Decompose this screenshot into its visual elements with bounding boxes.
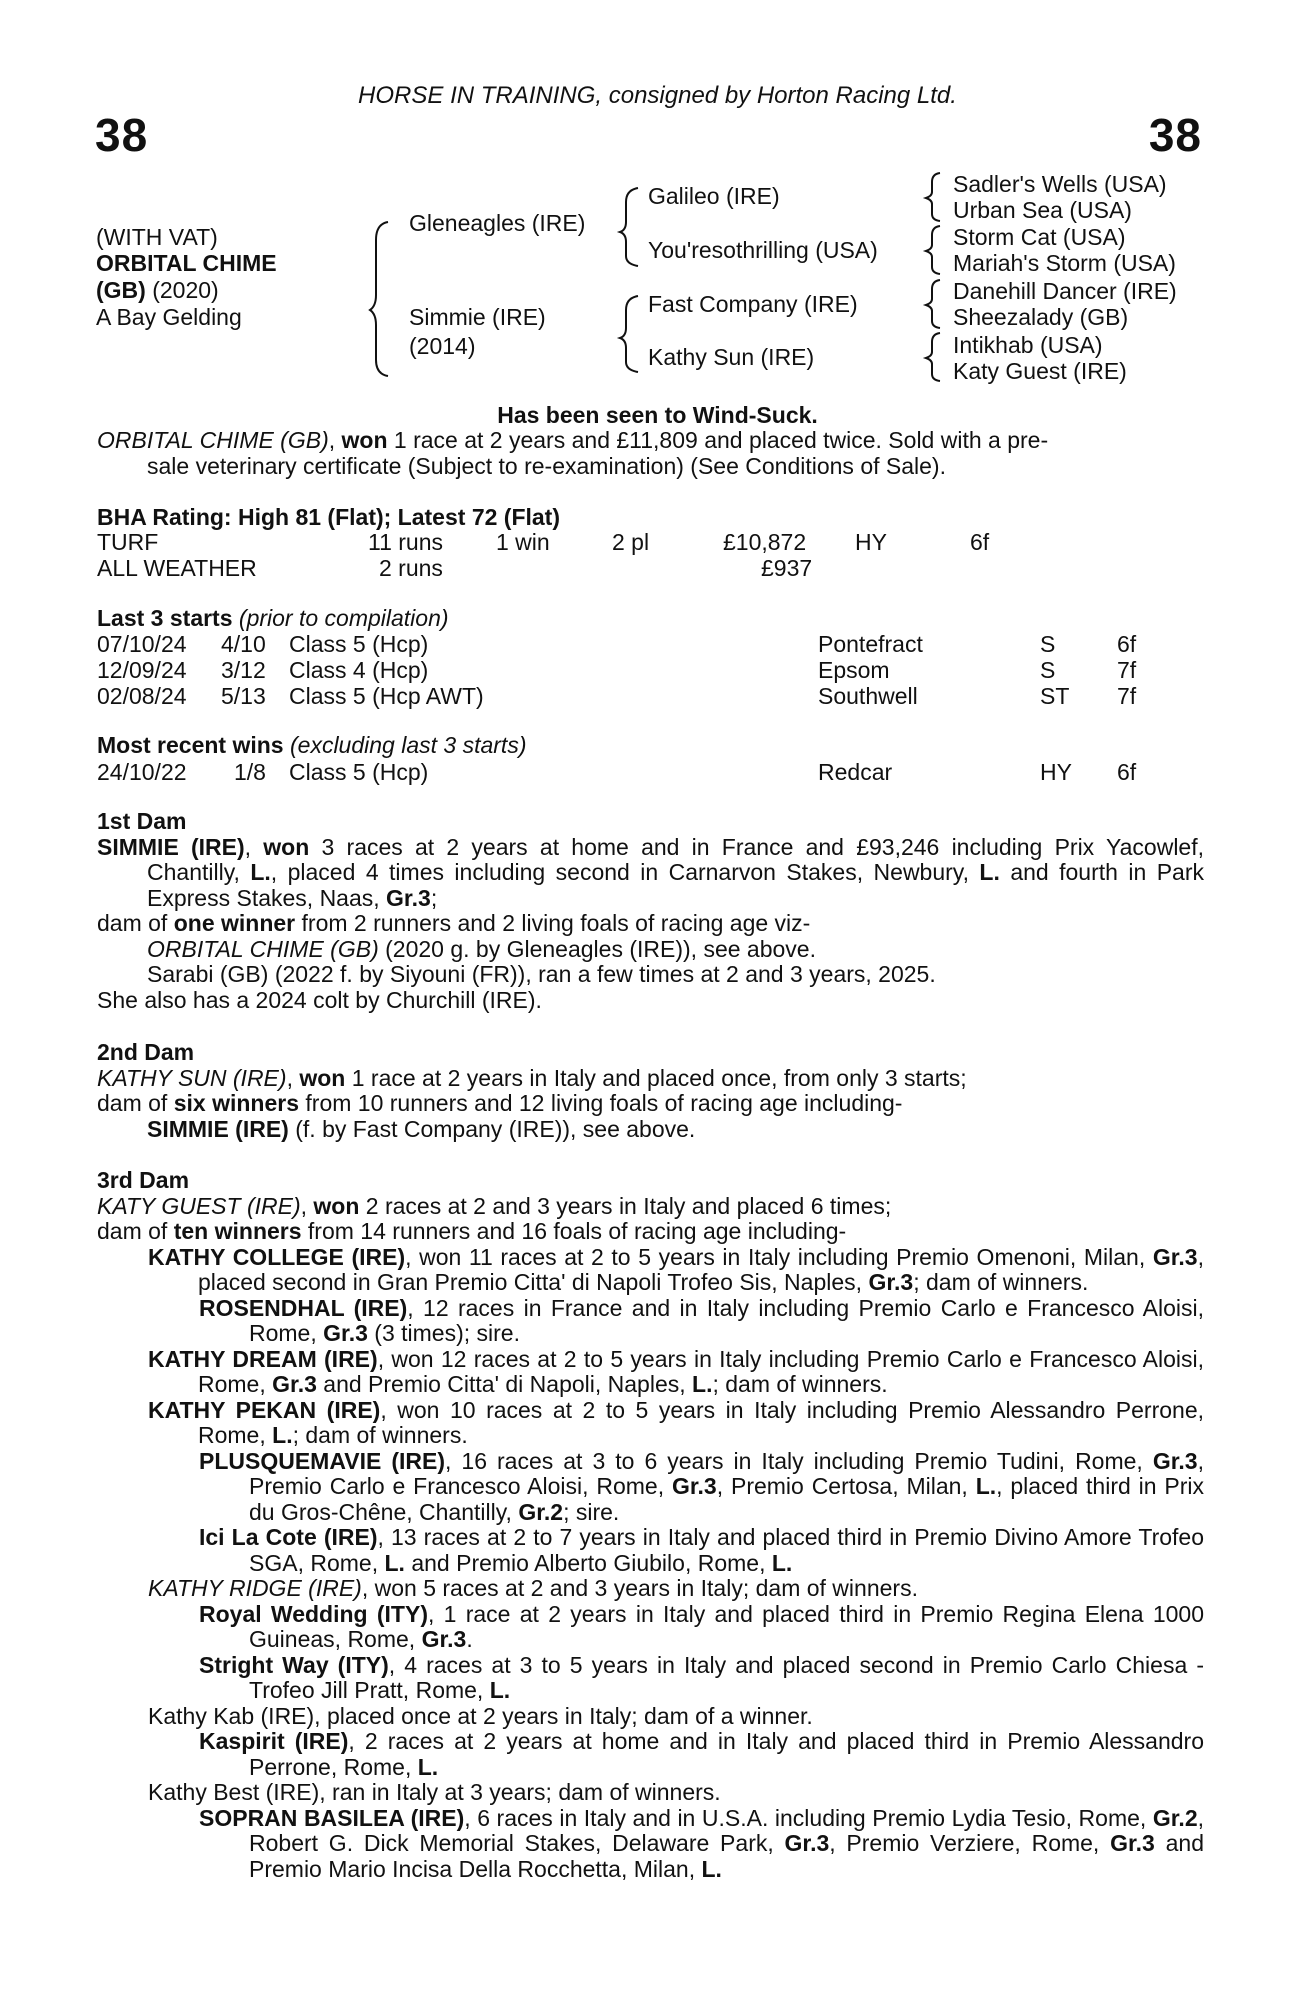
form-class: Class 4 (Hcp) [289, 657, 429, 683]
progeny-text: (f. by Fast Company (IRE)), see above. [295, 1115, 696, 1142]
second-dam-text: 1 race at 2 years in Italy and placed once, from only 3 starts; [351, 1064, 967, 1091]
pedigree-gen3: Sadler's Wells (USA) [953, 171, 1167, 197]
progeny-name: KATHY RIDGE (IRE) [148, 1575, 362, 1601]
pedigree-gen3: Katy Guest (IRE) [953, 358, 1127, 384]
first-dam-text: from 2 runners and 2 living foals of racing age viz- [301, 910, 811, 936]
dam-of-label: dam of [97, 1090, 168, 1116]
third-dam-text: from 14 runners and 16 foals of racing age including- [307, 1218, 847, 1244]
progeny-name: KATHY COLLEGE (IRE) [148, 1243, 406, 1270]
vat-note: (WITH VAT) [96, 224, 218, 250]
progeny-entry: Ici La Cote (IRE), 13 races at 2 to 7 years in Italy and placed third in Premio Divino Amore Trofeo SGA, Rome, L. and Premio Alberto Giubilo, Rome, L. [199, 1524, 1204, 1576]
form-going: ST [1040, 683, 1070, 709]
pedigree-gen2: You'resothrilling (USA) [648, 237, 878, 263]
grade-listed: L. [979, 859, 1000, 885]
rating-prize: £10,872 [723, 529, 807, 555]
summary-text-1: 1 race at 2 years and £11,809 and placed twice. Sold with a pre- [393, 427, 1049, 453]
second-dam-text: from 10 runners and 12 living foals of racing age including- [305, 1090, 903, 1116]
dam-of-label: dam of [97, 1218, 168, 1244]
form-course: Southwell [818, 683, 918, 709]
rating-surface: TURF [97, 529, 159, 555]
rating-distance: 6f [970, 529, 990, 555]
progeny-name: Royal Wedding (ITY) [199, 1600, 428, 1627]
third-dam-name: KATY GUEST (IRE) [97, 1192, 301, 1219]
third-dam-winners: ten winners [173, 1218, 302, 1244]
pedigree-gen3: Storm Cat (USA) [953, 224, 1126, 250]
summary-paragraph: ORBITAL CHIME (GB), won 1 race at 2 years and £11,809 and placed twice. Sold with a pre- sale veterinary certificate (Subject to re-examination) (See Conditions of Sale). [97, 427, 1049, 479]
wind-suck-notice: Has been seen to Wind-Suck. [497, 402, 818, 428]
horse-name: ORBITAL CHIME [96, 250, 277, 276]
rating-runs: 2 runs [379, 555, 443, 581]
summary-horse-name: ORBITAL CHIME (GB) [97, 427, 329, 453]
summary-text-2: sale veterinary certificate (Subject to re-examination) (See Conditions of Sale). [147, 452, 946, 479]
first-dam-won: won [263, 833, 310, 860]
last3-heading [97, 606, 449, 632]
lot-number-right: 38 [1148, 109, 1202, 161]
progeny-entry: Kathy Kab (IRE), placed once at 2 years in Italy; dam of a winner. [148, 1702, 813, 1729]
form-class: Class 5 (Hcp) [289, 631, 429, 657]
pedigree-gen3: Urban Sea (USA) [953, 197, 1132, 223]
first-dam-winners: one winner [173, 910, 296, 936]
rating-prize: £937 [761, 555, 813, 581]
form-position: 3/12 [221, 657, 266, 683]
progeny-entry: KATHY COLLEGE (IRE), won 11 races at 2 to 5 years in Italy including Premio Omenoni, Milan, Gr.3, placed second in Gran Premio Citta' di Napoli Trofeo Sis, Naples, Gr.3; dam of winners. [148, 1243, 1204, 1295]
progeny-entry: KATHY RIDGE (IRE), won 5 races at 2 and 3 years in Italy; dam of winners. [148, 1575, 918, 1601]
form-course: Epsom [818, 657, 890, 683]
pedigree-dam-year: (2014) [409, 333, 476, 359]
pedigree-gen3: Mariah's Storm (USA) [953, 250, 1176, 276]
progeny-name: Ici La Cote (IRE) [199, 1524, 378, 1550]
third-dam-title: 3rd Dam [97, 1167, 190, 1193]
progeny-name: KATHY PEKAN (IRE) [148, 1396, 381, 1423]
pedigree-gen2: Galileo (IRE) [648, 183, 780, 209]
win-class: Class 5 (Hcp) [289, 759, 429, 785]
form-distance: 6f [1117, 631, 1137, 657]
rating-surface: ALL WEATHER [97, 555, 257, 581]
form-position: 4/10 [221, 631, 266, 657]
pedigree-gen2: Fast Company (IRE) [648, 291, 858, 317]
pedigree-gen3: Intikhab (USA) [953, 332, 1103, 358]
form-going: S [1040, 657, 1056, 683]
lot-number-left: 38 [95, 109, 149, 161]
progeny-name: SOPRAN BASILEA (IRE) [199, 1804, 465, 1831]
form-distance: 7f [1117, 683, 1137, 709]
progeny-text: Sarabi (GB) (2022 f. by Siyouni (FR)), ran a few times at 2 and 3 years, 2025. [147, 961, 936, 987]
progeny-entry: PLUSQUEMAVIE (IRE), 16 races at 3 to 6 years in Italy including Premio Tudini, Rome, Gr.3, Premio Carlo e Francesco Aloisi, Rome, Gr.3, Premio Certosa, Milan, L., placed third in Prix du Gros-Chêne, Chantilly, Gr.2; sire. [199, 1447, 1204, 1525]
win-position: 1/8 [234, 759, 266, 785]
progeny-entry: ROSENDHAL (IRE), 12 races in France and in Italy including Premio Carlo e Francesco Aloisi, Rome, Gr.3 (3 times); sire. [199, 1294, 1204, 1346]
grade-gr3: Gr.3 [386, 884, 431, 911]
progeny-text: (2020 g. by Gleneagles (IRE)), see above. [385, 935, 816, 962]
form-date: 02/08/24 [97, 683, 187, 709]
win-going: HY [1040, 759, 1072, 785]
form-position: 5/13 [221, 683, 266, 709]
pedigree-dam: Simmie (IRE) [409, 304, 546, 330]
progeny-name: ROSENDHAL (IRE) [199, 1294, 408, 1321]
dam-of-label: dam of [97, 910, 168, 936]
second-dam-winners: six winners [173, 1090, 299, 1116]
first-dam-title: 1st Dam [97, 808, 187, 834]
progeny-entry: Royal Wedding (ITY), 1 race at 2 years in Italy and placed third in Premio Regina Elena 1000 Guineas, Rome, Gr.3. [199, 1600, 1204, 1652]
progeny-name: Kaspirit (IRE) [199, 1728, 349, 1754]
progeny-entry: Stright Way (ITY), 4 races at 3 to 5 years in Italy and placed second in Premio Carlo Chiesa - Trofeo Jill Pratt, Rome, L. [199, 1651, 1204, 1703]
recent-wins-note: (excluding last 3 starts) [290, 732, 527, 758]
form-course: Pontefract [818, 631, 923, 657]
first-dam-text: and fourth in Park Express Stakes, Naas, [147, 859, 1204, 911]
consignment-header: HORSE IN TRAINING, consigned by Horton Racing Ltd. [358, 82, 957, 109]
form-class: Class 5 (Hcp AWT) [289, 683, 484, 709]
third-dam-won: won [313, 1192, 360, 1219]
second-dam-name: KATHY SUN (IRE) [97, 1064, 287, 1091]
progeny-entry: Kathy Best (IRE), ran in Italy at 3 years; dam of winners. [148, 1779, 721, 1805]
win-date: 24/10/22 [97, 759, 187, 785]
first-dam-text: placed 4 times including second in Carnarvon Stakes, Newbury, [287, 859, 969, 885]
recent-wins-heading [97, 733, 526, 759]
progeny-name: PLUSQUEMAVIE (IRE) [199, 1447, 445, 1474]
progeny-entry: KATHY DREAM (IRE), won 12 races at 2 to 5 years in Italy including Premio Carlo e Francesco Aloisi, Rome, Gr.3 and Premio Citta' di Napoli, Naples, L.; dam of winners. [148, 1345, 1204, 1397]
form-date: 07/10/24 [97, 631, 187, 657]
pedigree-sire: Gleneagles (IRE) [409, 210, 586, 236]
first-dam-section: 1st Dam SIMMIE (IRE), won 3 races at 2 years at home and in France and £93,246 including Prix Yacowlef, Chantilly, L., placed 4 times including second in Carnarvon Stakes, Newbury, L. and fourth in Park Express Stakes, Naas, Gr.3; dam of one winner from 2 runners and 2 living foals of racing age viz- ORBITAL CHIME (GB) (2020 g. by Gleneagles (IRE)), see above. Sarabi (GB) (2022 f. by Siyouni (FR)), ran a few times at 2 and 3 years, 2025. She also has a 2024 colt by Churchill (IRE). [97, 808, 1205, 1013]
first-dam-name: SIMMIE (IRE) [97, 833, 245, 860]
horse-origin-year [96, 278, 219, 304]
third-dam-section: 3rd Dam KATY GUEST (IRE), won 2 races at 2 and 3 years in Italy and placed 6 times; dam of ten winners from 14 runners and 16 foals of racing age including- KATHY COLLEGE (IRE), won 11 races at 2 to 5 years in Italy including Premio Omenoni, Milan, Gr.3, placed second in Gran Premio Citta' di Napoli Trofeo Sis, Naples, Gr.3; dam of winners. ROSENDHAL (IRE), 12 races in France and in Italy including Premio Carlo e Francesco Aloisi, Rome, Gr.3 (3 times); sire. KATHY DREAM (IRE), won 12 races at 2 to 5 years in Italy including Premio Carlo e Francesco Aloisi, Rome, Gr.3 and Premio Citta' di Napoli, Naples, L.; dam of winners. KATHY PEKAN (IRE), won 10 races at 2 to 5 years in Italy including Premio Alessandro Perrone, Rome, L.; dam of winners. PLUSQUEMAVIE (IRE), 16 races at 3 to 6 years in Italy including Premio Tudini, Rome, Gr.3, Premio Carlo e Francesco Aloisi, Rome, Gr.3, Premio Certosa, Milan, L., placed third in Prix du Gros-Chêne, Chantilly, Gr.2; sire. Ici La Cote (IRE), 13 races at 2 to 7 years in Italy and placed third in Premio Divino Amore Trofeo SGA, Rome, L. and Premio Alberto Giubilo, Rome, L. KATHY RIDGE (IRE), won 5 races at 2 and 3 years in Italy; dam of winners. Royal Wedding (ITY), 1 race at 2 years in Italy and placed third in Premio Regina Elena 1000 Guineas, Rome, Gr.3. Stright Way (ITY), 4 races at 3 to 5 years in Italy and placed second in Premio Carlo Chiesa - Trofeo Jill Pratt, Rome, L. Kathy Kab (IRE), placed once at 2 years in Italy; dam of a winner. Kaspirit (IRE), 2 races at 2 years at home and in Italy and placed third in Premio Alessandro Perrone, Rome, L. Kathy Best (IRE), ran in Italy at 3 years; dam of winners. SOPRAN BASILEA (IRE), 6 races in Italy and in U.S.A. including Premio Lydia Tesio, Rome, Gr.2, Robert G. Dick Memorial Stakes, Delaware Park, Gr.3, Premio Verziere, Rome, Gr.3 and Premio Mario Incisa Della Rocchetta, Milan, L. [97, 1167, 1205, 1882]
horse-description: A Bay Gelding [96, 304, 242, 330]
third-dam-text: 2 races at 2 and 3 years in Italy and placed 6 times; [365, 1192, 892, 1219]
win-course: Redcar [818, 759, 893, 785]
grade-listed: L. [250, 859, 271, 885]
win-distance: 6f [1117, 759, 1137, 785]
rating-wins: 1 win [496, 529, 550, 555]
pedigree-gen2: Kathy Sun (IRE) [648, 344, 815, 370]
progeny-name: Stright Way (ITY) [199, 1651, 389, 1678]
horse-year: (2020) [152, 277, 219, 303]
progeny-name: KATHY DREAM (IRE) [148, 1345, 378, 1372]
form-date: 12/09/24 [97, 657, 187, 683]
horse-suffix: (GB) [96, 277, 146, 303]
bha-rating-title: BHA Rating: High 81 (Flat); Latest 72 (Flat) [97, 504, 560, 530]
form-distance: 7f [1117, 657, 1137, 683]
summary-won: won [341, 427, 388, 453]
pedigree-gen3: Danehill Dancer (IRE) [953, 278, 1177, 304]
first-dam-also: She also has a 2024 colt by Churchill (IRE). [97, 986, 542, 1013]
progeny-entry: SOPRAN BASILEA (IRE), 6 races in Italy and in U.S.A. including Premio Lydia Tesio, Rome, Gr.2, Robert G. Dick Memorial Stakes, Delaware Park, Gr.3, Premio Verziere, Rome, Gr.3 and Premio Mario Incisa Della Rocchetta, Milan, L. [199, 1804, 1205, 1882]
recent-wins-title: Most recent wins [97, 732, 284, 758]
rating-runs: 11 runs [368, 529, 444, 555]
progeny-entry: KATHY PEKAN (IRE), won 10 races at 2 to 5 years in Italy including Premio Alessandro Perrone, Rome, L.; dam of winners. [148, 1396, 1204, 1448]
second-dam-won: won [299, 1064, 346, 1091]
rating-going: HY [855, 529, 887, 555]
last3-title: Last 3 starts [97, 605, 233, 631]
second-dam-title: 2nd Dam [97, 1039, 195, 1065]
last3-note: (prior to compilation) [238, 605, 449, 631]
second-dam-section: 2nd Dam KATHY SUN (IRE), won 1 race at 2 years in Italy and placed once, from only 3 starts; dam of six winners from 10 runners and 12 living foals of racing age including- SIMMIE (IRE) (f. by Fast Company (IRE)), see above. [97, 1040, 1204, 1142]
pedigree-gen3: Sheezalady (GB) [953, 304, 1129, 330]
progeny-name: ORBITAL CHIME (GB) [147, 935, 379, 962]
first-dam-text: 3 races at 2 years at home and in France and £93,246 including Prix Yacowlef, Chantilly, [147, 833, 1205, 885]
form-going: S [1040, 631, 1056, 657]
progeny-name: SIMMIE (IRE) [147, 1115, 289, 1142]
progeny-entry: Kaspirit (IRE), 2 races at 2 years at home and in Italy and placed third in Premio Alessandro Perrone, Rome, L. [199, 1728, 1205, 1780]
rating-placed: 2 pl [612, 529, 650, 555]
